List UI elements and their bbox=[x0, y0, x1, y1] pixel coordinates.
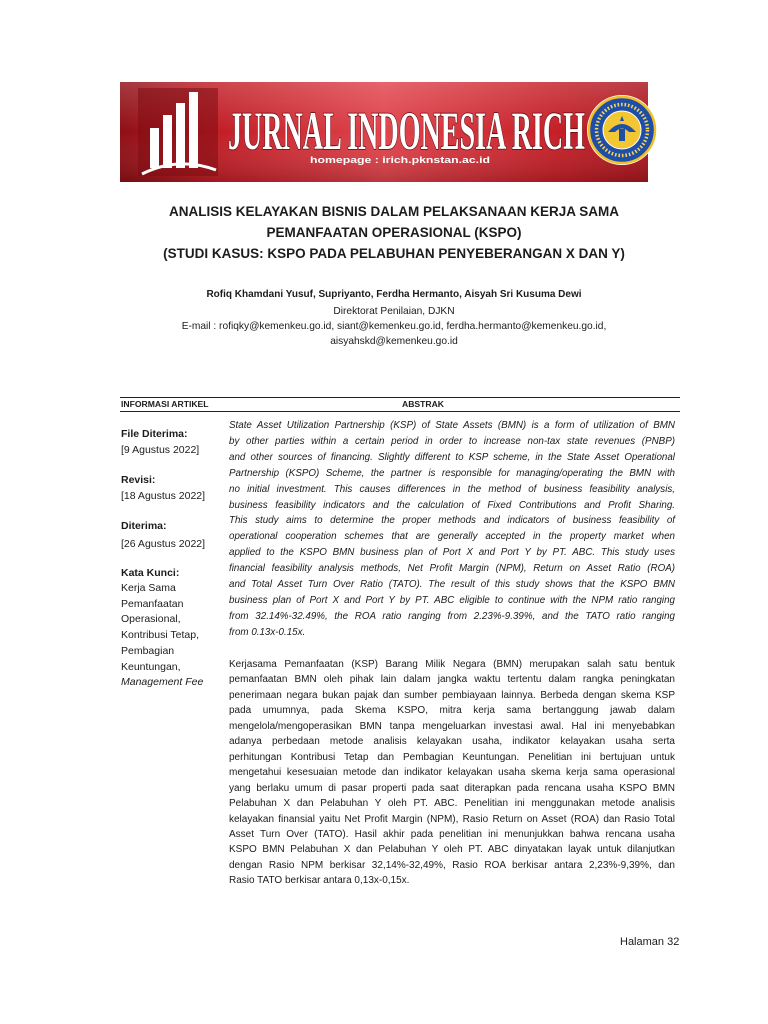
abstract-indonesian-line: Pelabuhan X dan Pelabuhan Y oleh PT. ABC. Penelitian ini menggunakan metode analisis bbox=[229, 798, 675, 810]
email-line: E-mail : rofiqky@kemenkeu.go.id, siant@kemenkeu.go.id, ferdha.hermanto@kemenkeu.go.id, bbox=[181, 321, 607, 332]
section-rule-bottom bbox=[120, 411, 680, 412]
article-info-heading: INFORMASI ARTIKEL bbox=[121, 399, 209, 409]
article-title bbox=[100, 201, 688, 264]
title-line: (STUDI KASUS: KSPO PADA PELABUHAN PENYEBERANGAN X DAN Y) bbox=[163, 246, 625, 261]
abstract-english bbox=[229, 418, 675, 641]
revised-date: [18 Agustus 2022] bbox=[121, 490, 206, 502]
abstract-english-line: from 32.14%-32.49%, the ROA ratio ranging from 2.23%-9.39%, and the TATO ratio ranging bbox=[229, 610, 675, 622]
keyword-list bbox=[121, 581, 223, 691]
accepted-label: Diterima: bbox=[121, 520, 167, 532]
abstract-english-line: State Asset Utilization Partnership (KSP) of State Assets (BMN) is a form of utilization of BMN bbox=[229, 420, 675, 431]
received-label: File Diterima: bbox=[121, 428, 188, 440]
revised-label: Revisi: bbox=[121, 474, 156, 486]
abstract-english-line: Partnership (KSPO) Scheme, the partner is responsible for managing/operating the BMN with bbox=[229, 467, 675, 479]
abstract-english-line: and other sources of financing. Slightly different to KSP scheme, in the State Asset Operational bbox=[229, 451, 675, 463]
accepted-group bbox=[121, 518, 223, 552]
journal-banner bbox=[120, 82, 660, 182]
affiliation-block bbox=[100, 304, 688, 319]
institution-seal-icon bbox=[587, 95, 657, 165]
keyword-line: Operasional, bbox=[121, 613, 181, 626]
abstract-indonesian-line: adanya perbedaan metode analisis kelayakan usaha, indikator kelayakan usaha serta bbox=[229, 736, 675, 748]
abstract-english-line: and Total Asset Turn Over Ratio (TATO). The result of this study shows that the KSPO BMN bbox=[229, 579, 675, 591]
abstract-indonesian bbox=[229, 657, 675, 889]
email-line: aisyahskd@kemenkeu.go.id bbox=[330, 336, 458, 347]
abstract-indonesian-line: mengelola/mengoperasikan BMN tanpa mengeluarkan investasi awal. Hal ini menyebabkan bbox=[229, 720, 675, 732]
building-bars-icon bbox=[138, 88, 218, 176]
page-number: Halaman 32 bbox=[620, 936, 680, 948]
keyword-line: Pemanfaatan bbox=[121, 597, 184, 610]
abstract-english-line: business feasibility indicators and the calculation of Fixed Contributions and Profit Sharing. bbox=[229, 499, 675, 511]
email-list bbox=[100, 319, 688, 349]
accepted-date: [26 Agustus 2022] bbox=[121, 538, 206, 550]
abstract-heading: ABSTRAK bbox=[402, 399, 445, 409]
abstract-indonesian-line: dengan Rasio NPM berkisar 32,14%-32,49%, Rasio ROA berkisar antara 2,23%-9,39%, dan bbox=[229, 859, 675, 871]
authors: Rofiq Khamdani Yusuf, Supriyanto, Ferdha Hermanto, Aisyah Sri Kusuma Dewi bbox=[206, 289, 582, 300]
keyword-line: Kontribusi Tetap, bbox=[121, 629, 200, 642]
abstract-indonesian-line: Asset Turn Over (TATO). Hasil akhir pada penelitian ini menunjukkan bahwa rencana usaha bbox=[229, 828, 675, 840]
section-rule-top bbox=[120, 397, 680, 398]
received-date: [9 Agustus 2022] bbox=[121, 444, 200, 456]
keyword-line: Management Fee bbox=[121, 676, 204, 689]
abstract-indonesian-line: pada umumnya, pada Skema KSPO, mitra kerja sama bertanggung jawab dalam bbox=[229, 705, 675, 717]
abstract-indonesian-line: pemanfaatan BMN oleh pihak lain dalam jangka waktu tertentu dalam rangka peningkatan bbox=[229, 674, 675, 686]
abstract-indonesian-line: Kerjasama Pemanfaatan (KSP) Barang Milik Negara (BMN) merupakan salah satu bentuk bbox=[229, 659, 675, 670]
abstract-indonesian-line: KSPO BMN Pelabuhan X dan Pelabuhan Y oleh PT. ABC dinyatakan layak untuk dilanjutkan bbox=[229, 844, 675, 856]
author-list bbox=[100, 287, 688, 302]
abstract-indonesian-line: perhitungan Kontribusi Tetap dan Pembagian Keuntungan. Penelitian ini bertujuan untuk bbox=[229, 751, 675, 763]
abstract-indonesian-line: yang berlaku umum di pasar properti pada saat diterapkan pada rencana usaha KSPO BMN bbox=[229, 782, 675, 794]
abstract-english-line: financial feasibility analysis methods, Net Profit Margin (NPM), Return on Asset Ratio (ROA) bbox=[229, 563, 675, 575]
abstract-indonesian-line: kelayakan finansial yaitu Net Profit Margin (NPM), Rasio Return on Asset (ROA) dan Rasio Total bbox=[229, 813, 675, 825]
keywords-group bbox=[121, 565, 223, 691]
abstract-indonesian-line: mengetahui kesesuaian metode dan indikator kelayakan usaha skema kerja sama operasional bbox=[229, 767, 675, 779]
abstract-english-line: from 0.13x-0.15x. bbox=[229, 626, 306, 638]
keyword-line: Keuntungan, bbox=[121, 660, 181, 673]
abstract-english-line: applied to the KSPO BMN business plan of Port X and Port Y by PT. ABC. This study uses bbox=[229, 547, 675, 559]
affiliation: Direktorat Penilaian, DJKN bbox=[333, 306, 455, 317]
abstract-english-line: This study aims to determine the proper methods and indicators of business feasibility of bbox=[229, 515, 675, 527]
keyword-line: Kerja Sama bbox=[121, 582, 176, 594]
revised-group bbox=[121, 472, 223, 504]
abstract-english-line: operational cooperation schemes that are generally accepted in the property market when bbox=[229, 531, 675, 543]
received-group bbox=[121, 426, 223, 458]
abstract-english-line: no initial investment. This causes differences in the method of business feasibility analysis, bbox=[229, 483, 675, 495]
abstract-indonesian-line: penerimaan negara bukan pajak dan sumber pembiayaan lainnya. Berbeda dengan skema KSP bbox=[229, 689, 675, 701]
keywords-label: Kata Kunci: bbox=[121, 567, 180, 579]
keyword-line: Pembagian bbox=[121, 644, 175, 657]
journal-homepage: homepage : irich.pknstan.ac.id bbox=[310, 155, 491, 166]
abstract-indonesian-line: Rasio TATO berkisar antara 0,13x-0,15x. bbox=[229, 875, 410, 887]
journal-name: JURNAL INDONESIA RICH bbox=[228, 101, 585, 161]
abstract-english-line: business plan of Port X and Port Y by PT. ABC eligible to continue with the NPM ratio ranging bbox=[229, 594, 675, 606]
title-line: PEMANFAATAN OPERASIONAL (KSPO) bbox=[266, 225, 522, 240]
abstract-english-line: by other parties within a certain period in order to increase non-tax state revenues (PNBP) bbox=[229, 435, 675, 447]
title-line: ANALISIS KELAYAKAN BISNIS DALAM PELAKSANAAN KERJA SAMA bbox=[168, 204, 620, 219]
